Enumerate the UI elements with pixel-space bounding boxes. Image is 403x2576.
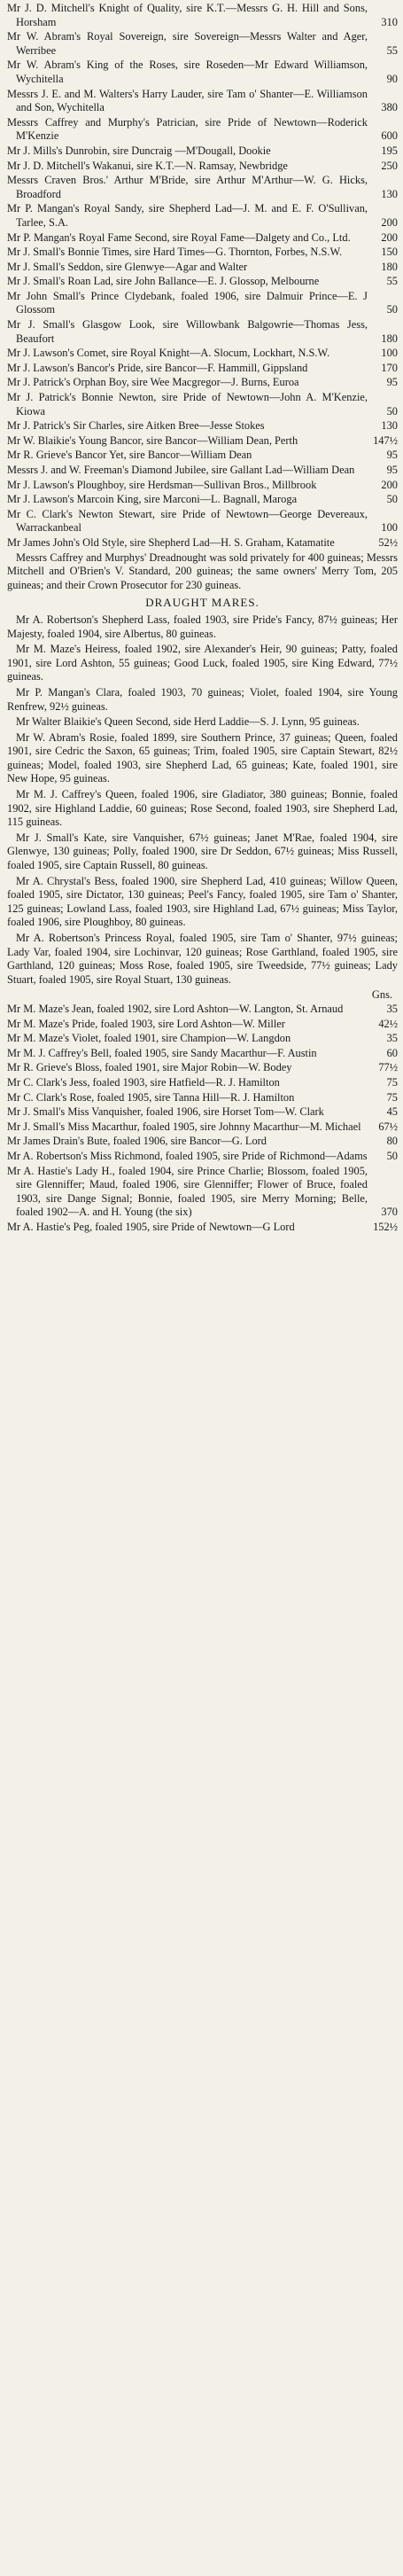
stallion-sale-row (7, 536, 398, 550)
sale-description: Mr A. Hastie's Peg, foaled 1905, sire Pride of Newtown—G Lord (7, 1220, 295, 1233)
sale-price: 35 (386, 1032, 398, 1045)
stallion-sale-row (7, 59, 398, 86)
sale-price: 130 (381, 419, 398, 433)
sale-description: Mr John Small's Prince Clydebank, foaled 1906, sire Dalmuir Prince—E. J Glossom (7, 289, 368, 316)
mare-sale-row (7, 1076, 398, 1090)
sale-description: Mr W. Blaikie's Young Bancor, sire Bancor—William Dean, Perth (7, 433, 298, 447)
mare-paragraphs (7, 613, 398, 987)
sale-price: 67½ (378, 1120, 398, 1133)
sale-price: 55 (386, 275, 398, 288)
sale-description: Mr James John's Old Style, sire Shepherd Lad—H. S. Graham, Katamatite (7, 535, 335, 549)
sale-price: 200 (381, 478, 398, 491)
sale-description: Mr J. Small's Roan Lad, sire John Ballance—E. J. Glossop, Melbourne (7, 275, 320, 288)
sale-description: Mr A. Hastie's Lady H., foaled 1904, sire Prince Charlie; Blossom, foaled 1905, sire Glenniffer; Maud, foaled 1906, sire Glenniffer; Flower of Bruce, foaled 1903, sire Dange Signal; Bonnie, foaled 1905, sire Merry Morning; Belle, foaled 1902—A. and H. Young (the six) (7, 1164, 368, 1219)
sale-description: Mr R. Grieve's Bloss, foaled 1901, sire Major Robin—W. Bodey (7, 1061, 292, 1074)
sale-price: 75 (386, 1090, 398, 1104)
sale-description: Mr A. Robertson's Miss Richmond, foaled 1905, sire Pride of Richmond—Adams (7, 1149, 368, 1162)
mare-sale-row (7, 1150, 398, 1164)
stallion-sale-row (7, 419, 398, 433)
sale-description: Mr J. Lawson's Comet, sire Royal Knight—A. Slocum, Lockhart, N.S.W. (7, 347, 330, 360)
sale-price: 600 (381, 129, 398, 143)
stallion-sale-row (7, 464, 398, 478)
sale-price: 35 (386, 1002, 398, 1015)
sale-description: Mr James Drain's Bute, foaled 1906, sire Bancor—G. Lord (7, 1135, 267, 1148)
mare-sale-row (7, 1047, 398, 1061)
sale-description: Mr J. Patrick's Sir Charles, sire Aitken Bree—Jesse Stokes (7, 419, 265, 433)
sale-description: Mr J. Patrick's Orphan Boy, sire Wee Macgregor—J. Burns, Euroa (7, 376, 299, 389)
draught-mares-heading: DRAUGHT MARES. (145, 596, 260, 610)
sale-description: Messrs J. E. and M. Walters's Harry Lauder, sire Tam o' Shanter—E. Williamson and Son, Wychitella (7, 87, 368, 114)
sale-description: Mr C. Clark's Jess, foaled 1903, sire Hatfield—R. J. Hamilton (7, 1075, 280, 1089)
sale-price: 77½ (378, 1061, 398, 1074)
sale-description: Mr W. Abram's Royal Sovereign, sire Sovereign—Messrs Walter and Ager, Werribee (7, 30, 368, 57)
sale-description: Mr C. Clark's Newton Stewart, sire Pride of Newtown—George Devereaux, Warrackanbeal (7, 507, 368, 535)
sale-price: 180 (381, 260, 398, 273)
stallion-sale-row (7, 318, 398, 346)
sale-price: 200 (381, 230, 398, 244)
mare-sale-paragraph: Mr P. Mangan's Clara, foaled 1903, 70 guineas; Violet, foaled 1904, sire Young Renfrew, 92½ guineas. (7, 685, 398, 713)
sale-price: 180 (381, 332, 398, 345)
stallion-sale-row (7, 275, 398, 289)
stallion-sale-row (7, 347, 398, 361)
mare-sale-row (7, 1120, 398, 1135)
sale-price: 80 (386, 1135, 398, 1148)
mare-sales-list (7, 1003, 398, 1235)
sale-description: Mr J. Small's Seddon, sire Glenwye—Agar and Walter (7, 260, 248, 273)
sale-price: 52½ (378, 535, 398, 549)
sale-description: Mr J. Small's Glasgow Look, sire Willowbank Balgowrie—Thomas Jess, Beaufort (7, 318, 368, 345)
sale-description: Mr J. Lawson's Bancor's Pride, sire Bancor—F. Hammill, Gippsland (7, 361, 308, 374)
guineas-column-label: Gns. (371, 988, 392, 1002)
sale-price: 45 (386, 1105, 398, 1119)
sale-description: Mr J. Small's Miss Vanquisher, foaled 1906, sire Horset Tom—W. Clark (7, 1105, 324, 1119)
sale-price: 380 (381, 101, 398, 114)
sale-description: Mr J. Patrick's Bonnie Newton, sire Pride of Newtown—John A. M'Kenzie, Kiowa (7, 391, 368, 418)
sale-description: Mr J. D. Mitchell's Wakanui, sire K.T.—N. Ramsay, Newbridge (7, 159, 288, 172)
sale-price: 100 (381, 521, 398, 535)
sale-price: 42½ (378, 1017, 398, 1030)
sale-price: 130 (381, 187, 398, 200)
stallion-sales-list (7, 2, 398, 550)
stallion-sale-row (7, 434, 398, 449)
sale-price: 150 (381, 246, 398, 259)
sale-description: Messrs Caffrey and Murphy's Patrician, sire Pride of Newtown—Roderick M'Kenzie (7, 115, 368, 143)
stallion-sale-row (7, 160, 398, 174)
mare-sale-row (7, 1018, 398, 1032)
sale-price: 100 (381, 347, 398, 360)
stallion-sale-row (7, 174, 398, 201)
mare-sale-paragraph: Mr M. Maze's Heiress, foaled 1902, sire Alexander's Heir, 90 guineas; Patty, foaled 1901, sire Lord Ashton, 55 guineas; Good Luck, foaled 1905, sire King Edward, 77½ guineas. (7, 643, 398, 683)
stallion-sale-row (7, 261, 398, 275)
sale-price: 370 (381, 1206, 398, 1219)
sale-price: 195 (381, 144, 398, 157)
mare-sale-paragraph: Mr A. Robertson's Shepherd Lass, foaled 1903, sire Pride's Fancy, 87½ guineas; Her Majesty, foaled 1904, sire Albertus, 80 guineas. (7, 613, 398, 640)
sale-description: Mr J. Mills's Dunrobin, sire Duncraig —M'Dougall, Dookie (7, 144, 271, 157)
sale-description: Mr M. J. Caffrey's Bell, foaled 1905, sire Sandy Macarthur—F. Austin (7, 1046, 317, 1059)
sale-price: 50 (386, 493, 398, 506)
sale-description: Messrs Craven Bros.' Arthur M'Bride, sire Arthur M'Arthur—W. G. Hicks, Broadford (7, 174, 368, 200)
sale-description: Mr P. Mangan's Royal Sandy, sire Shepherd Lad—J. M. and E. F. O'Sullivan, Tarlee, S.A. (7, 202, 368, 229)
mare-sale-row (7, 1221, 398, 1235)
mare-sale-paragraph: Mr A. Chrystal's Bess, foaled 1900, sire Shepherd Lad, 410 guineas; Willow Queen, foaled 1905, sire Dictator, 130 guineas; Peel's Fancy, foaled 1905, sire Tam o' Shanter, 125 guineas; Lowland Lass, foaled 1903, sire Highland Lad, 67½ guineas; Miss Taylor, foaled 1906, sire Ploughboy, 80 guineas. (7, 874, 398, 929)
sale-price: 152½ (373, 1220, 398, 1233)
stallion-sale-row (7, 449, 398, 463)
stallion-sale-row (7, 231, 398, 246)
sale-price: 60 (386, 1046, 398, 1059)
mare-sale-row (7, 1105, 398, 1120)
mare-sale-paragraph: Mr J. Small's Kate, sire Vanquisher, 67½ guineas; Janet M'Rae, foaled 1904, sire Glenwye, 130 guineas; Polly, foaled 1900, sire Dr Seddon, 67½ guineas; Miss Russell, foaled 1905, sire Captain Russell, 80 guineas. (7, 831, 398, 872)
sale-description: Messrs J. and W. Freeman's Diamond Jubilee, sire Gallant Lad—William Dean (7, 464, 355, 476)
sale-price: 147½ (373, 433, 398, 447)
stallion-sale-row (7, 362, 398, 376)
mare-sale-paragraph: Mr Walter Blaikie's Queen Second, side Herd Laddie—S. J. Lynn, 95 guineas. (16, 715, 360, 729)
sale-price: 95 (386, 449, 398, 462)
sale-description: Mr R. Grieve's Bancor Yet, sire Bancor—William Dean (7, 449, 252, 462)
stallion-sale-row (7, 116, 398, 144)
sale-price: 90 (386, 72, 398, 85)
sale-price: 55 (386, 43, 398, 57)
sale-description: Mr J. Small's Bonnie Times, sire Hard Times—G. Thornton, Forbes, N.S.W. (7, 246, 343, 259)
sale-price: 50 (386, 404, 398, 418)
sale-price: 200 (381, 215, 398, 229)
mare-sale-row (7, 1003, 398, 1017)
mare-sale-paragraph: Mr M. J. Caffrey's Queen, foaled 1906, sire Gladiator, 380 guineas; Bonnie, foaled 1902, sire Highland Laddie, 60 guineas; Rose Second, foaled 1903, sire Shepherd Lad, 115 guineas. (7, 788, 398, 829)
stallion-sale-row (7, 144, 398, 159)
mare-sale-row (7, 1135, 398, 1149)
sale-price: 250 (381, 159, 398, 172)
stallion-sale-row (7, 202, 398, 230)
stallion-sale-row (7, 479, 398, 493)
sale-description: Mr M. Maze's Jean, foaled 1902, sire Lord Ashton—W. Langton, St. Arnaud (7, 1002, 344, 1015)
sale-price: 95 (386, 376, 398, 389)
sale-description: Mr W. Abram's King of the Roses, sire Roseden—Mr Edward Williamson, Wychitella (7, 59, 368, 85)
sale-description: Mr M. Maze's Violet, foaled 1901, sire Champion—W. Langdon (7, 1032, 291, 1045)
sale-description: Mr J. Lawson's Marcoin King, sire Marconi—L. Bagnall, Maroga (7, 493, 298, 506)
stallion-sale-row (7, 508, 398, 535)
stallion-sale-row (7, 2, 398, 29)
sale-price: 95 (386, 464, 398, 476)
mare-sale-paragraph: Mr A. Robertson's Princess Royal, foaled 1905, sire Tam o' Shanter, 97½ guineas; Lady Var, foaled 1904, sire Lochinvar, 120 guineas; Rose Garthland, foaled 1905, sire Garthland, 120 guineas; Moss Rose, foaled 1905, sire Tweedside, 77½ guineas; Lady Stuart, foaled 1905, sire Royal Stuart, 130 guineas. (7, 932, 398, 986)
sale-description: Mr P. Mangan's Royal Fame Second, sire Royal Fame—Dalgety and Co., Ltd. (7, 230, 351, 244)
sale-price: 310 (381, 15, 398, 28)
sale-price: 50 (386, 303, 398, 316)
stallion-sale-row (7, 290, 398, 317)
sale-description: Mr J. D. Mitchell's Knight of Quality, sire K.T.—Messrs G. H. Hill and Sons, Horsham (7, 2, 368, 28)
stallion-sale-row (7, 376, 398, 390)
sale-description: Mr M. Maze's Pride, foaled 1903, sire Lord Ashton—W. Miller (7, 1017, 285, 1030)
sale-description: Mr C. Clark's Rose, foaled 1905, sire Tanna Hill—R. J. Hamilton (7, 1090, 295, 1104)
sale-price: 170 (381, 361, 398, 374)
sale-price: 50 (386, 1149, 398, 1162)
stallion-sale-row (7, 30, 398, 58)
mare-sale-paragraph: Mr W. Abram's Rosie, foaled 1899, sire Southern Prince, 37 guineas; Queen, foaled 1901, sire Cedric the Saxon, 65 guineas; Trim, foaled 1905, sire Captain Stewart, 82½ guineas; Model, foaled 1903, sire Shepherd Lad, 65 guineas; Kate, foaled 1901, sire New Hope, 95 guineas. (7, 730, 398, 785)
sale-price: 75 (386, 1075, 398, 1089)
mare-sale-row (7, 1032, 398, 1046)
stallion-sale-row (7, 493, 398, 507)
mare-sale-row (7, 1061, 398, 1075)
mare-sale-row (7, 1165, 398, 1220)
mare-sale-row (7, 1091, 398, 1105)
private-sales-note: Messrs Caffrey and Murphys' Dreadnought was sold privately for 400 guineas; Messrs Mitchell and O'Brien's V. Standard, 200 guineas; the same owners' Merry Tom, 205 guineas; and their Crown Prosecutor for 230 guineas. (7, 550, 398, 591)
stallion-sale-row (7, 391, 398, 418)
stallion-sale-row (7, 246, 398, 260)
stallion-sale-row (7, 88, 398, 115)
sale-description: Mr J. Small's Miss Macarthur, foaled 1905, sire Johnny Macarthur—M. Michael (7, 1120, 361, 1133)
sale-description: Mr J. Lawson's Ploughboy, sire Herdsman—Sullivan Bros., Millbrook (7, 478, 317, 491)
